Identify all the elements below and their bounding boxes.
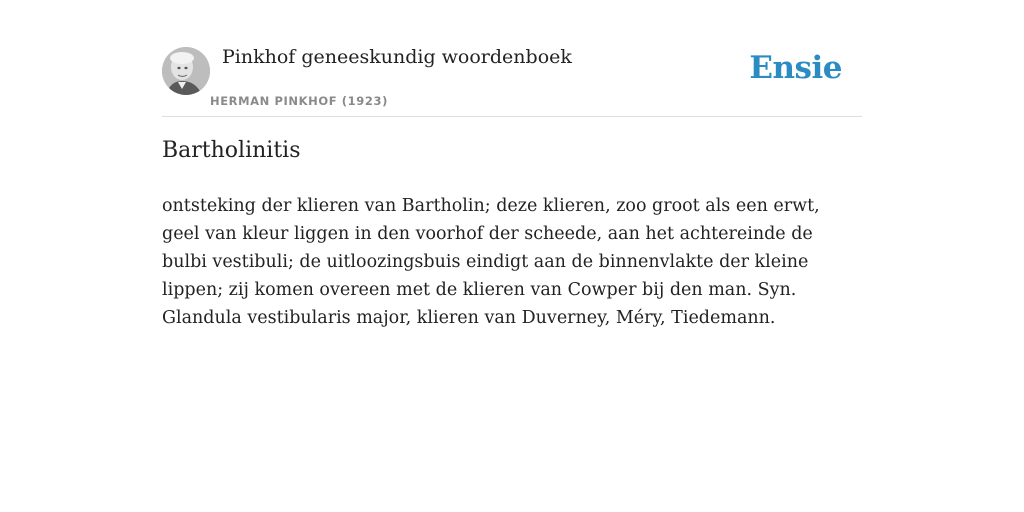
entry-definition: ontsteking der klieren van Bartholin; deze klieren, zoo groot als een erwt, geel van kleur liggen in den voorhof der scheede, aan het achtereinde de bulbi vestibuli; de uitloozingsbuis eindigt aan de binnenvlakte der kleine lippen; zij komen overeen met de klieren van Cowper bij den man. Syn. Glandula vestibularis major, klieren van Duverney, Méry, Tiedemann. <box>162 196 820 328</box>
ensie-logo-link[interactable]: Ensie <box>749 50 842 86</box>
entry-term: Bartholinitis <box>162 138 301 163</box>
dictionary-header <box>162 44 862 117</box>
author-avatar[interactable] <box>162 47 210 95</box>
dictionary-title-link[interactable]: Pinkhof geneeskundig woordenboek <box>222 46 572 68</box>
author-credit: HERMAN PINKHOF (1923) <box>210 94 388 108</box>
author-portrait-icon <box>162 47 210 95</box>
